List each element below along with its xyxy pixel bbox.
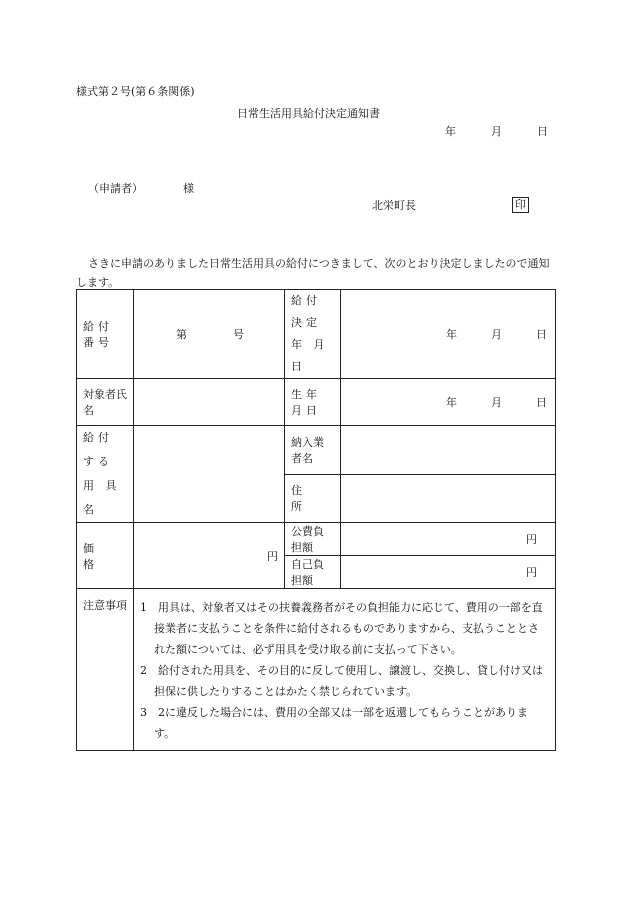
birth-date-year: 年 <box>446 396 457 409</box>
grant-number-label: 給付番号 <box>77 290 134 379</box>
address-label: 住 所 <box>285 474 341 523</box>
item-name-label <box>77 426 134 523</box>
applicant-label: （申請者） <box>88 182 143 195</box>
notice-date-day: 日 <box>537 125 548 138</box>
document-title: 日常生活用具給付決定通知書 <box>237 107 380 120</box>
birth-date-cell <box>341 379 556 426</box>
decision-date-label-line1: 給付決定 <box>291 294 321 329</box>
address-cell <box>341 474 556 523</box>
table-row <box>77 589 556 751</box>
issuer-name: 北栄町長 <box>372 199 416 212</box>
public-share-yen: 円 <box>526 533 537 546</box>
item-name-label-line1: 給付する <box>83 431 113 468</box>
form-number-label: 様式第２号(第６条関係) <box>76 85 195 98</box>
price-label: 価 格 <box>77 523 134 589</box>
table-row <box>77 523 556 556</box>
decision-date-cell <box>341 290 556 379</box>
decision-date-month: 月 <box>491 328 502 341</box>
grant-number-suffix: 号 <box>233 328 244 341</box>
birth-date-label: 生年月日 <box>285 379 341 426</box>
decision-date-day: 日 <box>536 328 547 341</box>
self-share-yen: 円 <box>526 566 537 579</box>
self-share-label: 自己負担額 <box>285 556 341 589</box>
note-item: 1 用具は、対象者又はその扶養義務者がその負担能力に応じて、費用の一部を直接業者に支払うことを条件に給付されるものでありますから、支払うこととされた額については、必ず用具を受け取る前に支払って下さい。 <box>140 601 543 656</box>
decision-date-year: 年 <box>446 328 457 341</box>
notes-label: 注意事項 <box>77 589 134 751</box>
recipient-name-cell <box>134 379 285 426</box>
item-name-cell <box>134 426 285 523</box>
seal-mark: 印 <box>512 197 529 213</box>
decision-date-label-line2: 年 月 日 <box>291 338 329 373</box>
table-row <box>77 426 556 475</box>
note-item: 2 給付された用具を、その目的に反して使用し、譲渡し、交換し、貸し付け又は担保に供したりすることはかたく禁じられています。 <box>140 664 543 698</box>
decision-date-label <box>285 290 341 379</box>
public-share-cell <box>341 523 556 556</box>
grant-number-cell <box>134 290 285 379</box>
birth-date-day: 日 <box>536 396 547 409</box>
public-share-label: 公費負担額 <box>285 523 341 556</box>
price-yen: 円 <box>267 549 278 563</box>
notice-date-month: 月 <box>491 125 502 138</box>
supplier-name-label: 納入業者名 <box>285 426 341 475</box>
table-row <box>77 379 556 426</box>
notes-cell <box>134 589 556 751</box>
table-row <box>77 290 556 379</box>
intro-paragraph: さきに申請のありました日常生活用具の給付につきまして、次のとおり決定しましたので通知します。 <box>76 257 550 289</box>
self-share-cell <box>341 556 556 589</box>
price-cell <box>134 523 285 589</box>
notice-date <box>445 126 548 137</box>
item-name-label-line2: 用 具 名 <box>83 479 121 516</box>
supplier-name-cell <box>341 426 556 475</box>
grant-number-prefix: 第 <box>176 328 187 341</box>
grant-decision-table <box>76 289 556 751</box>
applicant-honorific: 様 <box>183 182 194 195</box>
recipient-name-label: 対象者氏名 <box>77 379 134 426</box>
notice-date-year: 年 <box>445 125 456 138</box>
note-item: 3 2に違反した場合には、費用の全部又は一部を返還してもらうことがあります。 <box>140 706 528 740</box>
birth-date-month: 月 <box>491 396 502 409</box>
